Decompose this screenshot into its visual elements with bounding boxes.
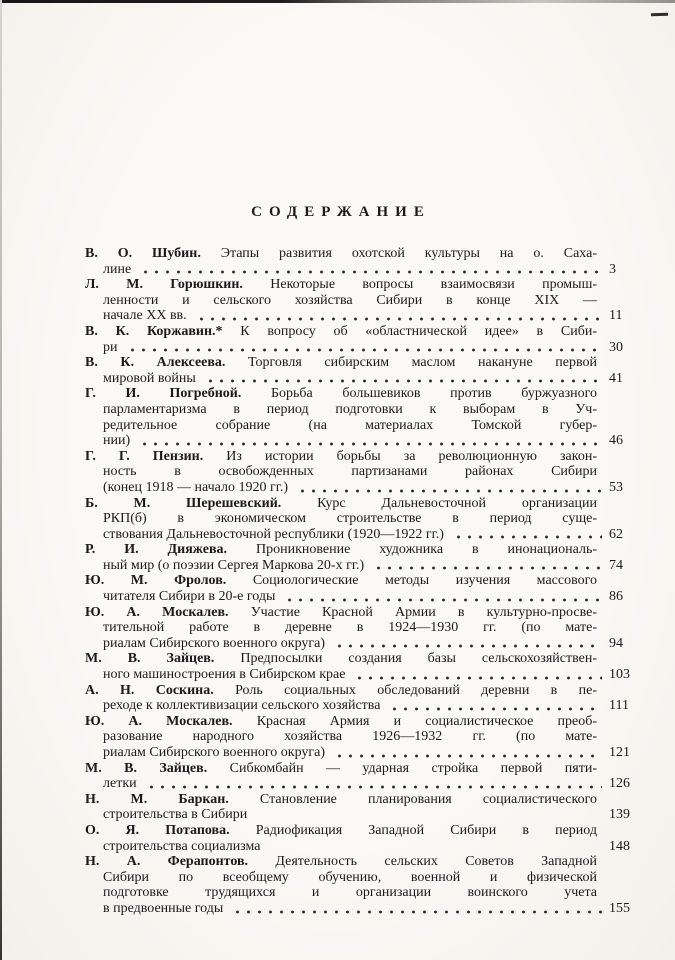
page-number: 53 <box>609 479 623 495</box>
toc-line <box>85 418 635 434</box>
toc-entry <box>85 605 635 652</box>
toc-text: ность в освобожденных партизанами районах Сибири <box>103 464 597 480</box>
toc-text: строительства в Сибири <box>103 807 248 823</box>
dot-leader <box>354 667 602 683</box>
toc-line <box>85 870 635 886</box>
toc-line <box>85 651 635 667</box>
toc-line <box>85 901 635 917</box>
toc-text: Сибири по всеобщему обучению, военной и физической <box>103 869 597 885</box>
toc-text: РКП(б) в экономическом строительстве в период суще- <box>103 511 597 527</box>
dot-leader <box>284 589 602 605</box>
toc-entry <box>85 324 635 355</box>
toc-line <box>85 511 635 527</box>
dot-leader <box>334 636 602 652</box>
dot-leader <box>256 807 602 823</box>
toc-line <box>85 355 635 371</box>
dot-leader <box>146 776 602 792</box>
toc-text: мировой войны <box>103 370 196 386</box>
dot-leader <box>270 839 603 855</box>
toc-line <box>85 807 635 823</box>
toc-text: Красная Армия и социалистическое преоб- <box>256 713 598 729</box>
toc-line <box>85 324 635 340</box>
toc-text: ный мир (о поэзии Сергея Маркова 20-х гг.) <box>103 557 365 573</box>
toc-text: летки <box>103 776 137 792</box>
toc-author: Л. М. Горюшкин. <box>85 277 243 293</box>
toc-author: В. О. Шубин. <box>85 246 201 261</box>
toc-text: Из истории борьбы за революционную закон- <box>226 448 598 464</box>
toc-line <box>85 308 635 324</box>
toc-text: в предвоенные годы <box>103 900 224 916</box>
toc-text: читателя Сибири в 20-е годы <box>103 589 276 605</box>
page-number: 103 <box>609 667 630 683</box>
toc-line <box>85 433 635 449</box>
toc-line <box>85 340 635 356</box>
toc-author: М. В. Зайцев. <box>85 760 208 776</box>
toc-line <box>85 262 635 278</box>
dot-leader <box>196 308 602 324</box>
toc-text: Торговля сибирским маслом накануне первой <box>248 355 598 371</box>
toc-text: Становление планирования социалистического <box>259 791 597 807</box>
toc-text: строительства социализма <box>103 838 261 854</box>
page-number: 62 <box>609 526 623 542</box>
toc-author: А. Н. Соскина. <box>85 682 214 698</box>
toc-text: Курс Дальневосточной организации <box>317 495 597 511</box>
toc-line <box>85 573 635 589</box>
scan-corner-mark <box>651 13 668 17</box>
toc-entry <box>85 792 635 823</box>
toc-text: редительное собрание (на материалах Томской губер- <box>103 417 597 433</box>
page-number: 121 <box>609 745 630 760</box>
toc-entry <box>85 542 635 573</box>
dot-leader <box>453 527 602 543</box>
toc-text: ного машиностроения в Сибирском крае <box>103 667 346 683</box>
page-number: 86 <box>609 589 623 605</box>
page-number: 11 <box>609 308 623 324</box>
dot-leader <box>232 901 602 917</box>
page-number: 46 <box>609 433 623 449</box>
toc-author: Ю. А. Москалев. <box>85 604 229 620</box>
toc-line <box>85 605 635 621</box>
toc-text: Деятельность сельских Советов Западной <box>275 854 598 870</box>
toc-line <box>85 496 635 512</box>
toc-entry <box>85 246 635 277</box>
toc-entry <box>85 355 635 386</box>
toc-author: Р. И. Дияжева. <box>85 542 228 558</box>
toc-text: К вопросу об «областнической идее» в Сиби- <box>240 323 597 339</box>
toc-author: Н. А. Ферапонтов. <box>85 854 249 870</box>
toc-line <box>85 277 635 293</box>
toc-author: Г. Г. Пензин. <box>85 448 204 464</box>
toc-line <box>85 449 635 465</box>
toc-text: Сибкомбайн — ударная стройка первой пяти- <box>229 760 597 776</box>
toc-text: (конец 1918 — начало 1920 гг.) <box>103 479 289 495</box>
toc-line <box>85 402 635 418</box>
toc-line <box>85 761 635 777</box>
toc-author: Ю. А. Москалев. <box>85 713 233 729</box>
toc-entry <box>85 386 635 448</box>
toc-line <box>85 667 635 683</box>
toc-author: Г. И. Погребной. <box>85 386 242 402</box>
toc-text: риалам Сибирского военного округа) <box>103 635 326 651</box>
toc-text: Социологические методы изучения массового <box>252 573 597 589</box>
toc-author: Н. М. Баркан. <box>85 791 229 807</box>
page-number: 30 <box>609 339 623 355</box>
page-number: 3 <box>609 261 616 277</box>
toc-entry <box>85 573 635 604</box>
toc-line <box>85 371 635 387</box>
toc-line <box>85 527 635 543</box>
toc-line <box>85 792 635 808</box>
toc-text: парламентаризма в период подготовки к выборам в Уч- <box>103 401 597 417</box>
toc-line <box>85 839 635 855</box>
page-title: СОДЕРЖАНИЕ <box>251 204 431 220</box>
toc-entry <box>85 714 635 761</box>
toc-text: Радиофикация Западной Сибири в период <box>255 822 597 838</box>
toc-entry <box>85 823 635 854</box>
toc-line <box>85 542 635 558</box>
page-number: 111 <box>609 698 629 714</box>
toc-line <box>85 714 635 730</box>
toc-text: подготовке трудящихся и организации воинского учета <box>103 885 597 901</box>
toc-text: Проникновение художника в инонациональ- <box>255 542 598 558</box>
toc-line <box>85 729 635 745</box>
toc-text: Некоторые вопросы взаимосвязи промыш- <box>270 277 598 293</box>
scan-edge-left <box>0 0 2 960</box>
toc-text: реходе к коллективизации сельского хозяйства <box>103 698 381 714</box>
toc-text: Роль социальных обследований деревни в пе- <box>235 682 597 698</box>
toc-line <box>85 589 635 605</box>
toc-entry <box>85 496 635 543</box>
toc-line <box>85 854 635 870</box>
dot-leader <box>127 340 603 356</box>
page-number: 155 <box>609 900 630 916</box>
dot-leader <box>139 433 602 449</box>
toc-text: Этапы развития охотской культуры на о. Саха- <box>220 246 598 261</box>
toc-line <box>85 885 635 901</box>
toc-author: Б. М. Шерешевский. <box>85 495 282 511</box>
toc-line <box>85 246 635 262</box>
toc-author: Ю. М. Фролов. <box>85 573 227 589</box>
toc-text: Борьба большевиков против буржуазного <box>271 386 597 402</box>
toc-text: лине <box>103 261 132 277</box>
toc-list <box>85 246 635 917</box>
toc-author: В. К. Алексеева. <box>85 355 226 371</box>
page-number: 148 <box>609 838 630 854</box>
toc-text: начале XX вв. <box>103 308 187 324</box>
toc-line <box>85 480 635 496</box>
dot-leader <box>334 745 602 761</box>
dot-leader <box>297 480 602 496</box>
toc-line <box>85 636 635 652</box>
toc-text: Предпосылки создания базы сельскохозяйствен- <box>240 651 597 667</box>
page-number: 74 <box>609 557 623 573</box>
dot-leader <box>373 558 602 574</box>
toc-text: ри <box>103 339 118 355</box>
toc-entry <box>85 854 635 916</box>
toc-entry <box>85 449 635 496</box>
toc-entry <box>85 683 635 714</box>
toc-line <box>85 823 635 839</box>
toc-text: нии) <box>103 433 131 449</box>
toc-entry <box>85 277 635 324</box>
toc-entry <box>85 761 635 792</box>
scan-edge-top <box>0 0 675 3</box>
toc-author: О. Я. Потапова. <box>85 822 230 838</box>
toc-text: риалам Сибирского военного округа) <box>103 745 326 760</box>
toc-line <box>85 683 635 699</box>
toc-entry <box>85 651 635 682</box>
page-number: 126 <box>609 776 630 792</box>
toc-line <box>85 698 635 714</box>
toc-line <box>85 464 635 480</box>
toc-line <box>85 293 635 309</box>
toc-text: разование народного хозяйства 1926—1932 гг. (по мате- <box>103 729 597 745</box>
toc-text: ствования Дальневосточной республики (1920—1922 гг.) <box>103 526 444 542</box>
toc-line <box>85 745 635 761</box>
dot-leader <box>205 371 602 387</box>
toc-text: ленности и сельского хозяйства Сибири в конце XIX — <box>103 292 597 308</box>
toc-line <box>85 620 635 636</box>
page-number: 139 <box>609 807 630 823</box>
dot-leader <box>389 698 602 714</box>
page-number: 94 <box>609 635 623 651</box>
toc-text: тительной работе в деревне в 1924—1930 гг. (по мате- <box>103 620 597 636</box>
toc-author: М. В. Зайцев. <box>85 651 215 667</box>
dot-leader <box>140 262 602 278</box>
toc-author: В. К. Коржавин.* <box>85 323 223 339</box>
toc-line <box>85 558 635 574</box>
toc-line <box>85 776 635 792</box>
toc-text: Участие Красной Армии в культурно-просве- <box>250 604 597 620</box>
page-number: 41 <box>609 370 623 386</box>
toc-line <box>85 386 635 402</box>
